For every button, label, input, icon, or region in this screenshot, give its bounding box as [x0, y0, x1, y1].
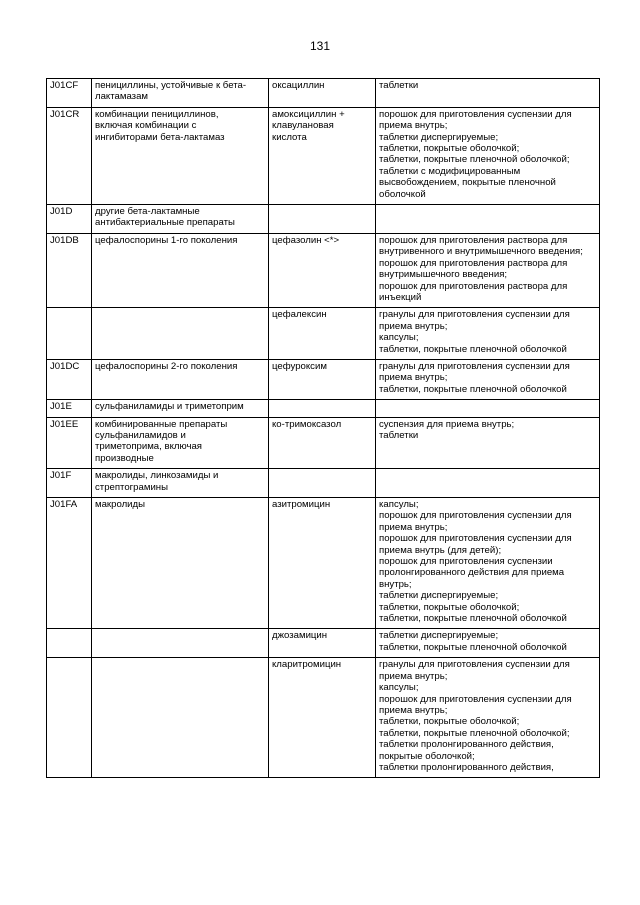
- atc-code-cell: [47, 308, 92, 360]
- dosage-form-cell: порошок для приготовления суспензии для приема внутрь; таблетки диспергируемые; таблетки, покрытые оболочкой; таблетки, покрытые пленочной оболочкой; таблетки с модифицированным высвобождением, покрытые пленочной оболочкой: [376, 107, 600, 204]
- group-cell: [92, 658, 269, 778]
- dosage-form-cell: [376, 400, 600, 417]
- table-row: [47, 205, 600, 234]
- drug-cell: цефалексин: [269, 308, 376, 360]
- atc-code-cell: J01F: [47, 469, 92, 498]
- drug-cell: кларитромицин: [269, 658, 376, 778]
- group-cell: пенициллины, устойчивые к бета- лактамазам: [92, 79, 269, 108]
- group-cell: цефалоспорины 2-го поколения: [92, 359, 269, 399]
- table-row: [47, 469, 600, 498]
- drug-cell: [269, 469, 376, 498]
- dosage-form-cell: таблетки диспергируемые; таблетки, покрытые пленочной оболочкой: [376, 629, 600, 658]
- table-row: [47, 658, 600, 778]
- table-row: [47, 359, 600, 399]
- atc-code-cell: J01CF: [47, 79, 92, 108]
- atc-code-cell: J01DB: [47, 233, 92, 307]
- atc-code-cell: J01D: [47, 205, 92, 234]
- atc-code-cell: J01E: [47, 400, 92, 417]
- table-row: [47, 79, 600, 108]
- dosage-form-cell: гранулы для приготовления суспензии для приема внутрь; капсулы; порошок для приготовления суспензии для приема внутрь; таблетки, покрытые оболочкой; таблетки, покрытые пленочной оболочкой; таблетки пролонгированного действия, покрытые оболочкой; таблетки пролонгированного действия,: [376, 658, 600, 778]
- dosage-form-cell: таблетки: [376, 79, 600, 108]
- page-number: 131: [309, 39, 331, 53]
- atc-code-cell: J01EE: [47, 417, 92, 469]
- atc-code-cell: J01FA: [47, 498, 92, 629]
- drug-cell: джозамицин: [269, 629, 376, 658]
- group-cell: цефалоспорины 1-го поколения: [92, 233, 269, 307]
- dosage-form-cell: капсулы; порошок для приготовления суспензии для приема внутрь; порошок для приготовления суспензии для приема внутрь (для детей); порошок для приготовления суспензии пролонгированного действия для приема внутрь; таблетки диспергируемые; таблетки, покрытые оболочкой; таблетки, покрытые пленочной оболочкой: [376, 498, 600, 629]
- drug-cell: [269, 400, 376, 417]
- dosage-form-cell: суспензия для приема внутрь; таблетки: [376, 417, 600, 469]
- table-row: [47, 417, 600, 469]
- dosage-form-cell: [376, 469, 600, 498]
- table-row: [47, 233, 600, 307]
- drug-cell: амоксициллин + клавулановая кислота: [269, 107, 376, 204]
- dosage-form-cell: порошок для приготовления раствора для внутривенного и внутримышечного введения; порошок для приготовления раствора для внутримышечного введения; порошок для приготовления раствора для инъекций: [376, 233, 600, 307]
- drug-cell: цефуроксим: [269, 359, 376, 399]
- group-cell: макролиды: [92, 498, 269, 629]
- group-cell: комбинации пенициллинов, включая комбинации с ингибиторами бета-лактамаз: [92, 107, 269, 204]
- drug-cell: [269, 205, 376, 234]
- atc-code-cell: [47, 629, 92, 658]
- dosage-form-cell: [376, 205, 600, 234]
- group-cell: [92, 308, 269, 360]
- group-cell: [92, 629, 269, 658]
- drug-cell: оксациллин: [269, 79, 376, 108]
- group-cell: другие бета-лактамные антибактериальные препараты: [92, 205, 269, 234]
- group-cell: макролиды, линкозамиды и стрептограмины: [92, 469, 269, 498]
- group-cell: сульфаниламиды и триметоприм: [92, 400, 269, 417]
- dosage-form-cell: гранулы для приготовления суспензии для приема внутрь; таблетки, покрытые пленочной оболочкой: [376, 359, 600, 399]
- table-row: [47, 629, 600, 658]
- atc-code-cell: J01CR: [47, 107, 92, 204]
- drug-table: [46, 78, 600, 778]
- drug-cell: азитромицин: [269, 498, 376, 629]
- table-row: [47, 308, 600, 360]
- table-row: [47, 498, 600, 629]
- group-cell: комбинированные препараты сульфаниламидов и триметоприма, включая производные: [92, 417, 269, 469]
- table-row: [47, 400, 600, 417]
- drug-cell: цефазолин <*>: [269, 233, 376, 307]
- atc-code-cell: J01DC: [47, 359, 92, 399]
- drug-cell: ко-тримоксазол: [269, 417, 376, 469]
- table-row: [47, 107, 600, 204]
- dosage-form-cell: гранулы для приготовления суспензии для приема внутрь; капсулы; таблетки, покрытые пленочной оболочкой: [376, 308, 600, 360]
- atc-code-cell: [47, 658, 92, 778]
